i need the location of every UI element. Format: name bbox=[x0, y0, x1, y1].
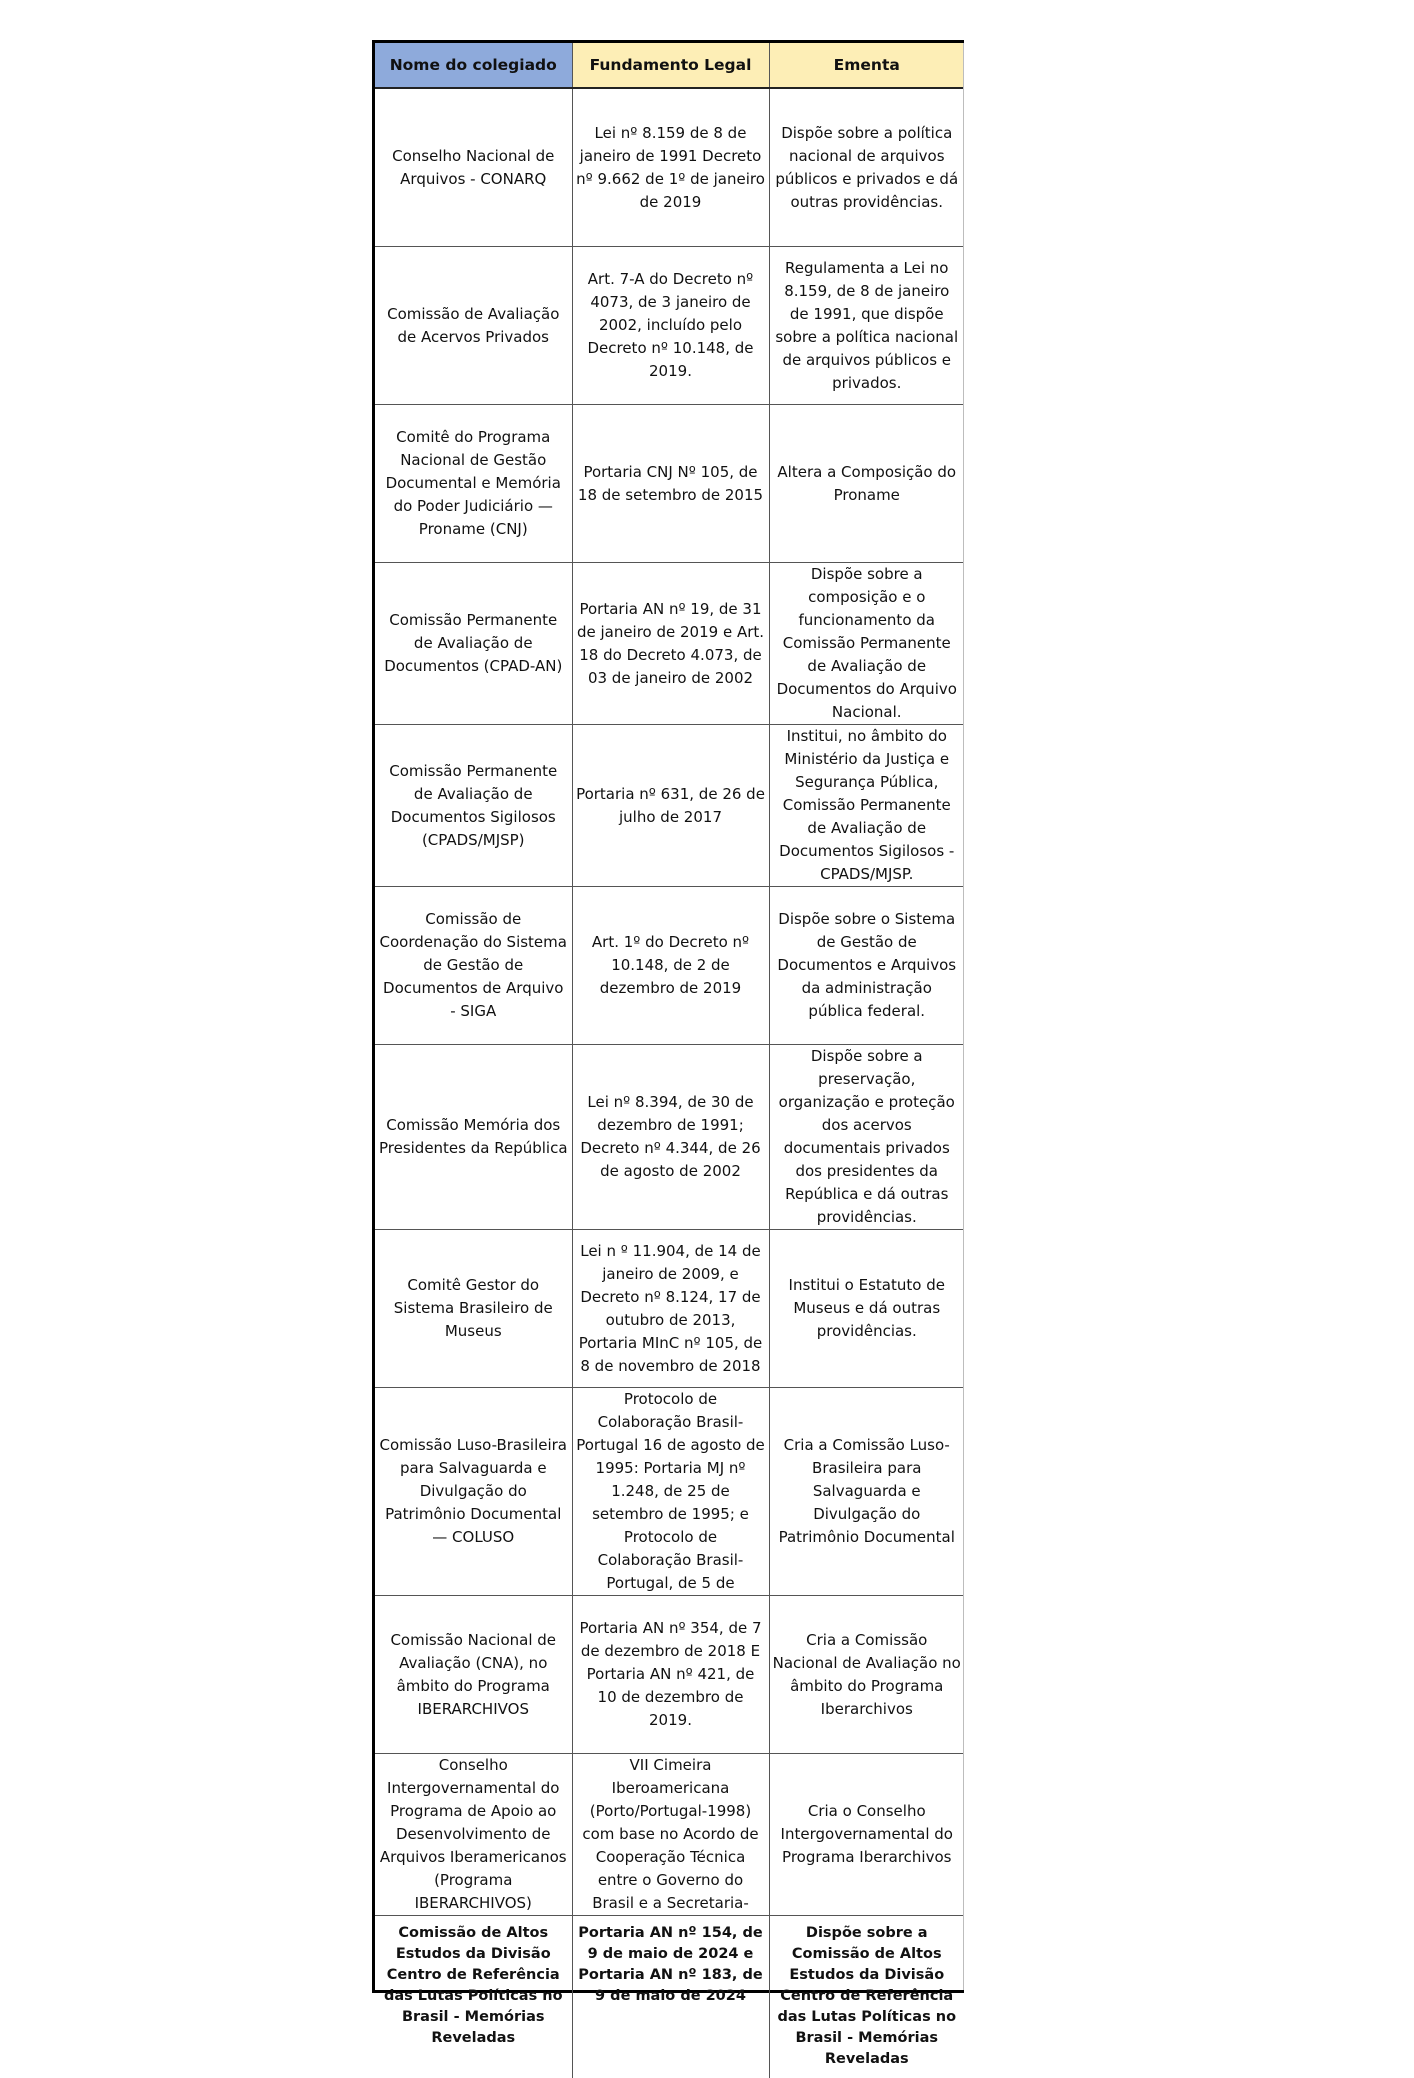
cell-fundamento: Art. 1º do Decreto nº 10.148, de 2 de dezembro de 2019 bbox=[572, 887, 769, 1045]
cell-ementa: Cria a Comissão Luso-Brasileira para Salvaguarda e Divulgação do Patrimônio Documental bbox=[769, 1388, 964, 1596]
cell-nome: Comissão Permanente de Avaliação de Documentos (CPAD-AN) bbox=[375, 563, 572, 725]
colegiados-table-container bbox=[372, 40, 964, 1993]
cell-nome: Comissão Memória dos Presidentes da República bbox=[375, 1045, 572, 1230]
cell-nome: Conselho Intergovernamental do Programa de Apoio ao Desenvolvimento de Arquivos Iberamericanos (Programa IBERARCHIVOS) bbox=[375, 1754, 572, 1916]
cell-nome: Comitê Gestor do Sistema Brasileiro de Museus bbox=[375, 1230, 572, 1388]
cell-ementa: Dispõe sobre a preservação, organização e proteção dos acervos documentais privados dos presidentes da República e dá outras providências. bbox=[769, 1045, 964, 1230]
table-row bbox=[375, 1596, 964, 1754]
table-row bbox=[375, 1045, 964, 1230]
cell-nome: Comissão Permanente de Avaliação de Documentos Sigilosos (CPADS/MJSP) bbox=[375, 725, 572, 887]
cell-fundamento: Art. 7-A do Decreto nº 4073, de 3 janeiro de 2002, incluído pelo Decreto nº 10.148, de 2019. bbox=[572, 247, 769, 405]
cell-ementa: Dispõe sobre a composição e o funcionamento da Comissão Permanente de Avaliação de Documentos do Arquivo Nacional. bbox=[769, 563, 964, 725]
cell-nome: Comissão Luso-Brasileira para Salvaguarda e Divulgação do Patrimônio Documental — COLUSO bbox=[375, 1388, 572, 1596]
cell-ementa: Dispõe sobre a Comissão de Altos Estudos da Divisão Centro de Referência das Lutas Políticas no Brasil - Memórias Reveladas bbox=[769, 1916, 964, 2078]
table-row bbox=[375, 1230, 964, 1388]
header-nome-do-colegiado: Nome do colegiado bbox=[375, 43, 572, 88]
cell-nome: Comissão Nacional de Avaliação (CNA), no âmbito do Programa IBERARCHIVOS bbox=[375, 1596, 572, 1754]
cell-nome: Comissão de Avaliação de Acervos Privados bbox=[375, 247, 572, 405]
table-row bbox=[375, 1754, 964, 1916]
table-header-row bbox=[375, 43, 964, 88]
cell-fundamento: Lei nº 8.159 de 8 de janeiro de 1991 Decreto nº 9.662 de 1º de janeiro de 2019 bbox=[572, 88, 769, 247]
cell-ementa: Regulamenta a Lei no 8.159, de 8 de janeiro de 1991, que dispõe sobre a política nacional de arquivos públicos e privados. bbox=[769, 247, 964, 405]
cell-ementa: Cria o Conselho Intergovernamental do Programa Iberarchivos bbox=[769, 1754, 964, 1916]
cell-ementa: Dispõe sobre o Sistema de Gestão de Documentos e Arquivos da administração pública federal. bbox=[769, 887, 964, 1045]
cell-fundamento: VII Cimeira Iberoamericana (Porto/Portugal-1998) com base no Acordo de Cooperação Técnica entre o Governo do Brasil e a Secretaria- bbox=[572, 1754, 769, 1916]
cell-ementa: Institui, no âmbito do Ministério da Justiça e Segurança Pública, Comissão Permanente de Avaliação de Documentos Sigilosos - CPADS/MJSP. bbox=[769, 725, 964, 887]
header-ementa: Ementa bbox=[769, 43, 964, 88]
table-row bbox=[375, 405, 964, 563]
cell-nome: Conselho Nacional de Arquivos - CONARQ bbox=[375, 88, 572, 247]
cell-ementa: Cria a Comissão Nacional de Avaliação no âmbito do Programa Iberarchivos bbox=[769, 1596, 964, 1754]
header-fundamento-legal: Fundamento Legal bbox=[572, 43, 769, 88]
table-row bbox=[375, 725, 964, 887]
table-row bbox=[375, 563, 964, 725]
cell-fundamento: Portaria CNJ Nº 105, de 18 de setembro de 2015 bbox=[572, 405, 769, 563]
table-row bbox=[375, 1388, 964, 1596]
cell-ementa: Altera a Composição do Proname bbox=[769, 405, 964, 563]
cell-nome: Comitê do Programa Nacional de Gestão Documental e Memória do Poder Judiciário — Proname (CNJ) bbox=[375, 405, 572, 563]
cell-ementa: Institui o Estatuto de Museus e dá outras providências. bbox=[769, 1230, 964, 1388]
table-row bbox=[375, 247, 964, 405]
cell-nome: Comissão de Altos Estudos da Divisão Centro de Referência das Lutas Políticas no Brasil - Memórias Reveladas bbox=[375, 1916, 572, 2078]
cell-fundamento: Protocolo de Colaboração Brasil-Portugal 16 de agosto de 1995: Portaria MJ nº 1.248, de 25 de setembro de 1995; e Protocolo de Colaboração Brasil-Portugal, de 5 de bbox=[572, 1388, 769, 1596]
cell-ementa: Dispõe sobre a política nacional de arquivos públicos e privados e dá outras providências. bbox=[769, 88, 964, 247]
table-row bbox=[375, 887, 964, 1045]
cell-fundamento: Lei n º 11.904, de 14 de janeiro de 2009, e Decreto nº 8.124, 17 de outubro de 2013, Portaria MInC nº 105, de 8 de novembro de 2018 bbox=[572, 1230, 769, 1388]
cell-fundamento: Portaria AN nº 354, de 7 de dezembro de 2018 E Portaria AN nº 421, de 10 de dezembro de 2019. bbox=[572, 1596, 769, 1754]
table-row bbox=[375, 1916, 964, 2078]
cell-fundamento: Portaria nº 631, de 26 de julho de 2017 bbox=[572, 725, 769, 887]
cell-fundamento: Lei nº 8.394, de 30 de dezembro de 1991; Decreto nº 4.344, de 26 de agosto de 2002 bbox=[572, 1045, 769, 1230]
cell-nome: Comissão de Coordenação do Sistema de Gestão de Documentos de Arquivo - SIGA bbox=[375, 887, 572, 1045]
table-row bbox=[375, 88, 964, 247]
cell-fundamento: Portaria AN nº 154, de 9 de maio de 2024 e Portaria AN nº 183, de 9 de maio de 2024 bbox=[572, 1916, 769, 2078]
cell-fundamento: Portaria AN nº 19, de 31 de janeiro de 2019 e Art. 18 do Decreto 4.073, de 03 de janeiro de 2002 bbox=[572, 563, 769, 725]
colegiados-table bbox=[375, 43, 964, 2078]
